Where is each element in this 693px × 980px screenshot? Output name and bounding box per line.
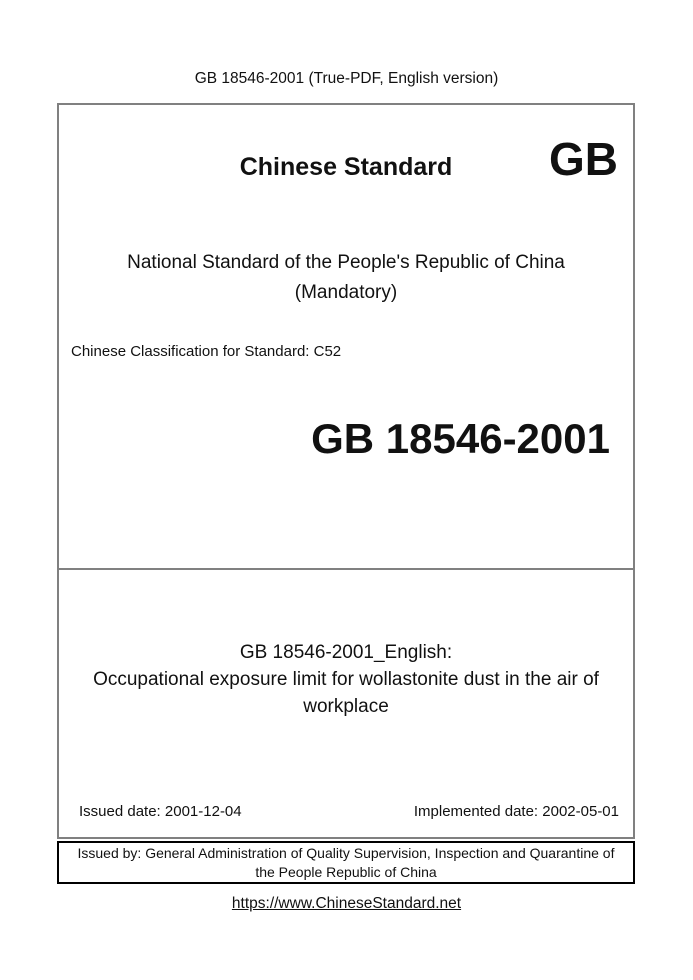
national-standard-block (59, 248, 633, 308)
english-title-line2: workplace (303, 696, 389, 717)
national-standard-line: National Standard of the People's Republic of China (127, 252, 565, 273)
gb-logo: GB (549, 133, 618, 185)
issuer-line1: Issued by: General Administration of Quality Supervision, Inspection and Quarantine of (77, 845, 615, 861)
english-title-label: GB 18546-2001_English: (239, 642, 453, 663)
section-divider (59, 568, 633, 570)
issued-date: Issued date: 2001-12-04 (79, 803, 242, 820)
standard-number: GB 18546-2001 (311, 415, 610, 462)
page-header-title: GB 18546-2001 (True-PDF, English version) (194, 70, 499, 87)
issuer-box (57, 841, 635, 884)
mandatory-line: (Mandatory) (294, 282, 398, 303)
cover-box (57, 103, 635, 839)
brand-title: Chinese Standard (239, 153, 453, 181)
footer-link-row (0, 895, 693, 913)
classification-line: Chinese Classification for Standard: C52 (71, 343, 342, 360)
implemented-date: Implemented date: 2002-05-01 (413, 803, 619, 820)
english-title-line1: Occupational exposure limit for wollastonite dust in the air of (93, 669, 599, 690)
footer-link[interactable]: https://www.ChineseStandard.net (231, 895, 462, 912)
english-title-block (59, 639, 633, 720)
issuer-line2: the People Republic of China (255, 863, 437, 880)
